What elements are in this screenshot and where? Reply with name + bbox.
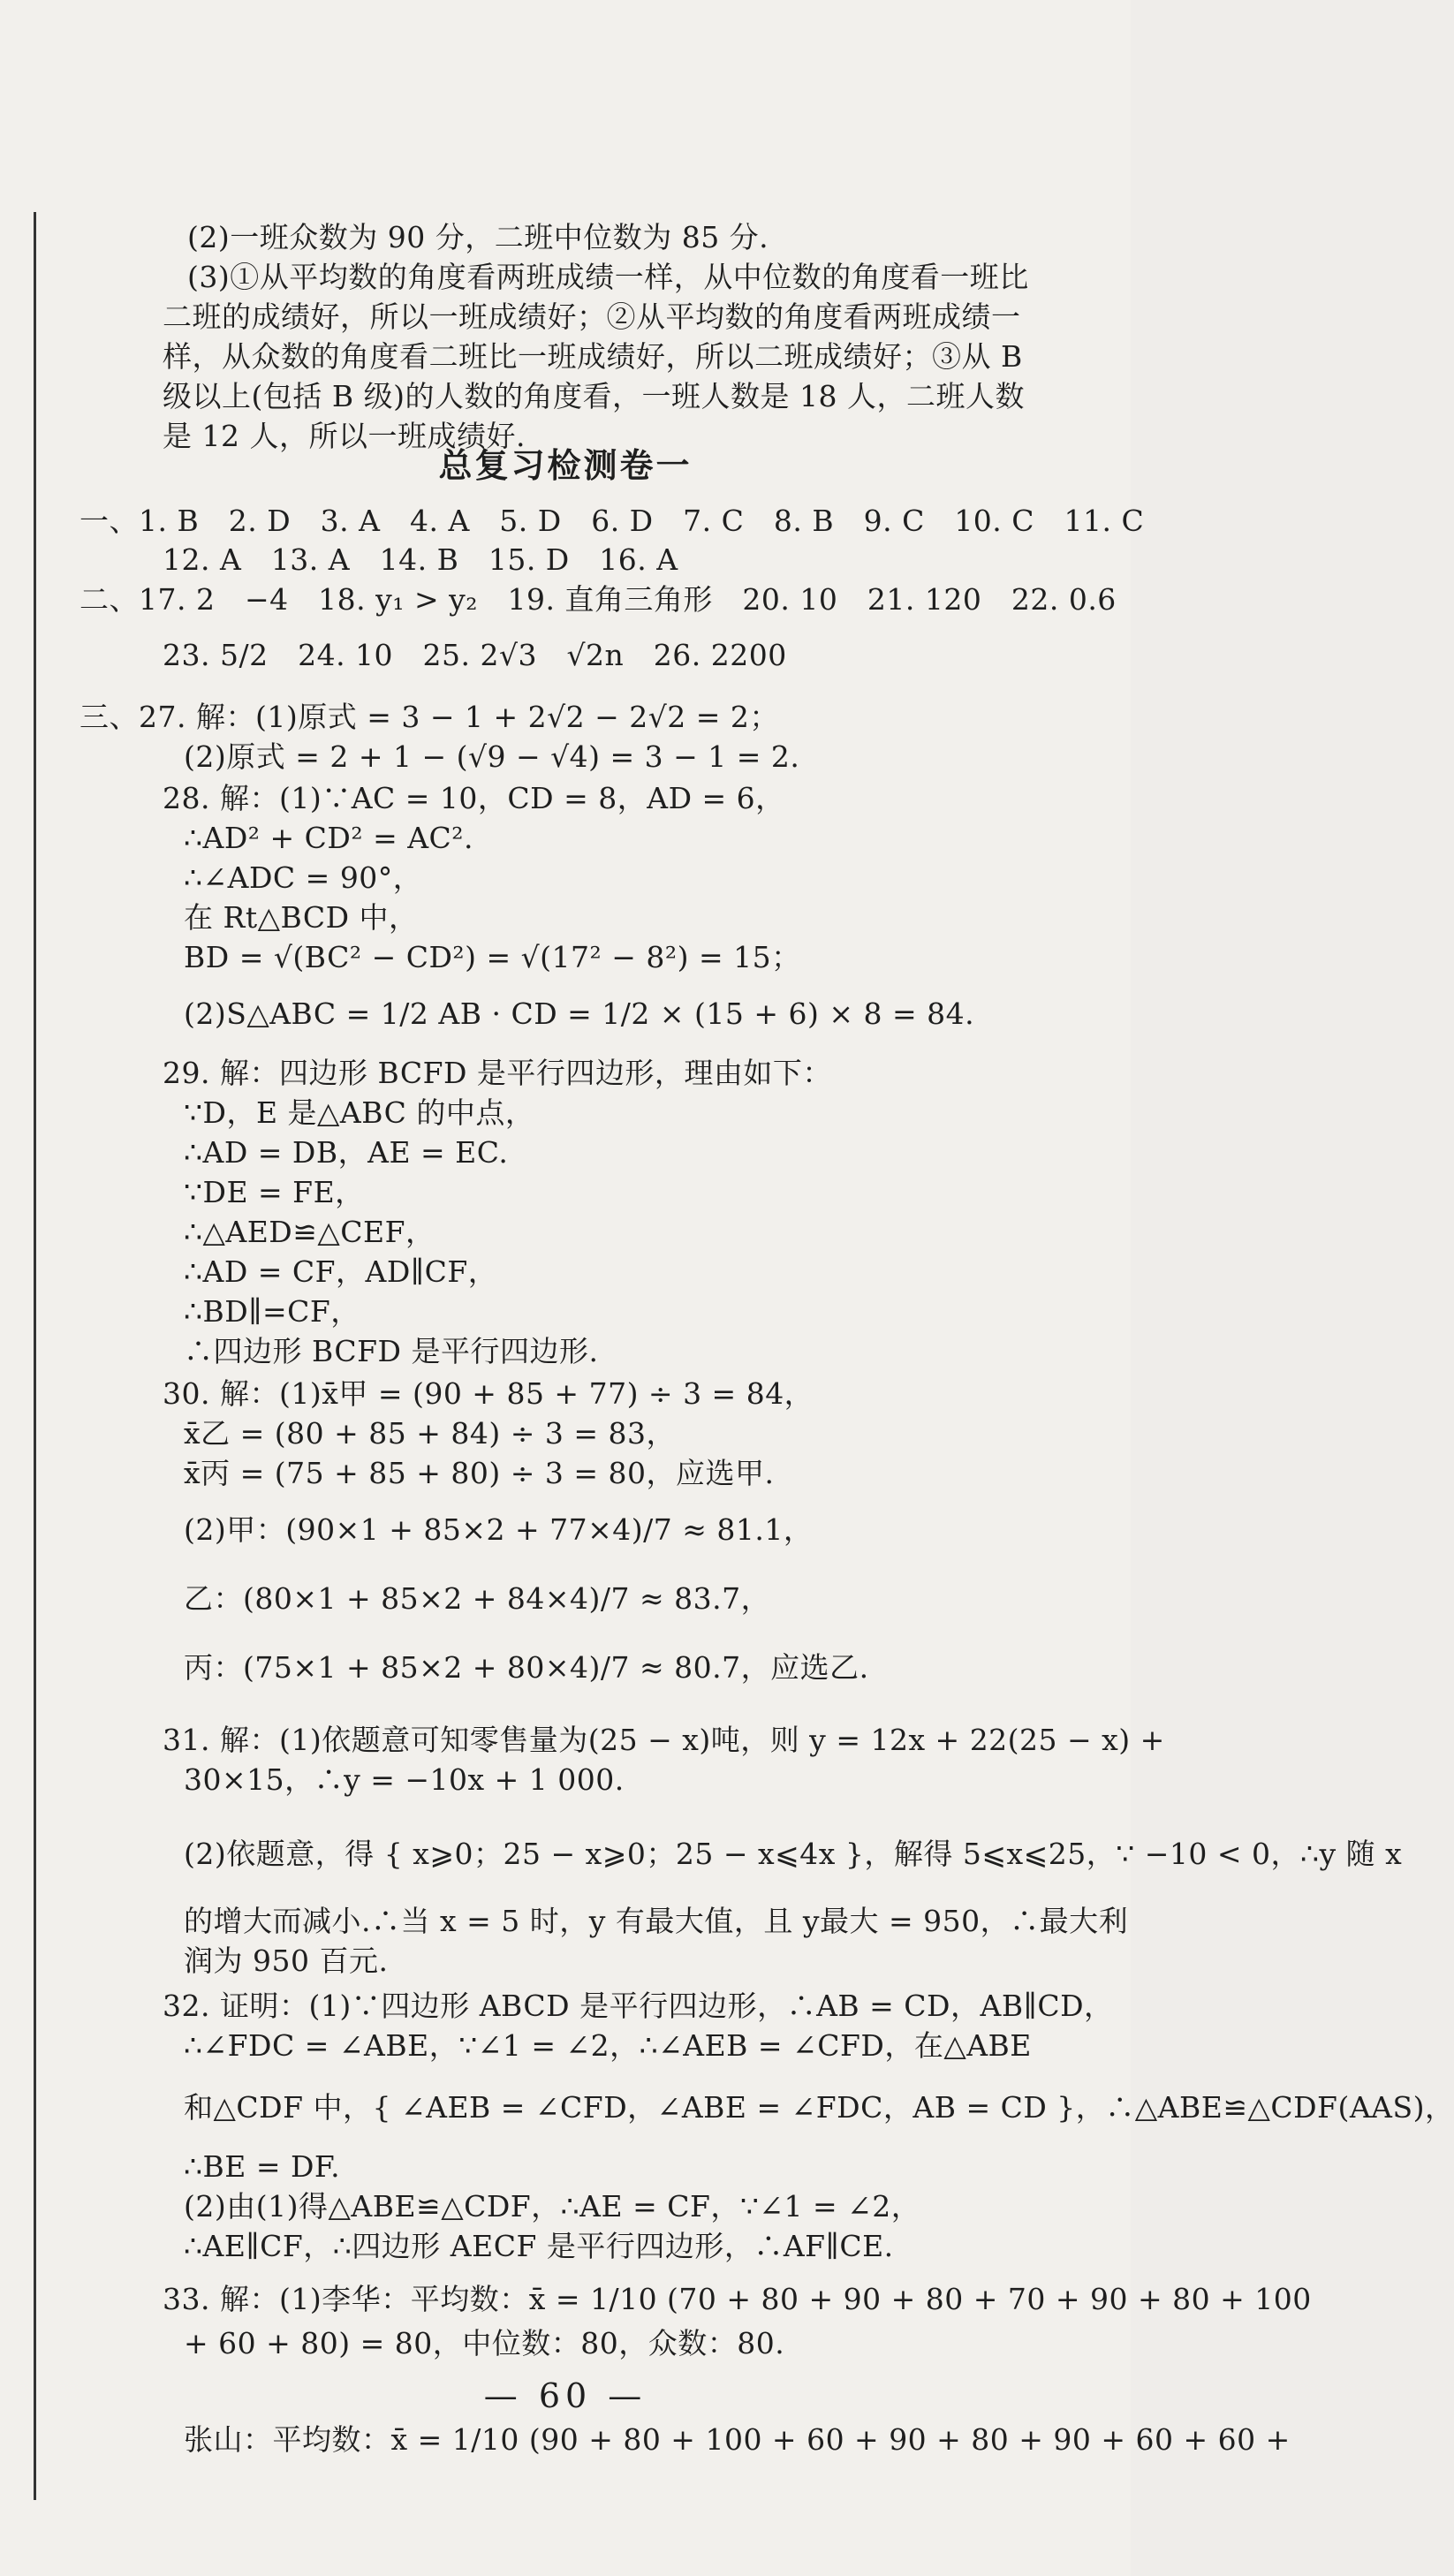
answer-line: 12. A 13. A 14. B 15. D 16. A <box>163 542 678 577</box>
answer-line: ∴AD² + CD² = AC². <box>184 821 474 855</box>
answer-line: ∴∠FDC = ∠ABE，∵∠1 = ∠2，∴∠AEB = ∠CFD，在△ABE <box>184 2028 1032 2063</box>
answer-line: 张山：平均数：x̄ = 1/10 (90 + 80 + 100 + 60 + 90 + 80 + 90 + 60 + 60 + <box>184 2422 1291 2457</box>
answer-line: 二、17. 2 −4 18. y₁ > y₂ 19. 直角三角形 20. 10 21. 120 22. 0.6 <box>80 582 1117 617</box>
answer-line: 三、27. 解：(1)原式 = 3 − 1 + 2√2 − 2√2 = 2； <box>80 700 779 734</box>
answer-line: (2)S△ABC = 1/2 AB · CD = 1/2 × (15 + 6) × 8 = 84. <box>184 996 975 1031</box>
answer-line: 33. 解：(1)李华：平均数：x̄ = 1/10 (70 + 80 + 90 + 80 + 70 + 90 + 80 + 100 <box>163 2282 1312 2316</box>
answer-line: 润为 950 百元. <box>184 1943 389 1978</box>
page-number: — 60 — <box>483 2376 647 2415</box>
answer-line: 在 Rt△BCD 中， <box>184 900 419 935</box>
answer-line: ∴BE = DF. <box>184 2149 341 2184</box>
answer-line: 丙：(75×1 + 85×2 + 80×4)/7 ≈ 80.7，应选乙. <box>184 1650 869 1685</box>
answer-line: ∴∠ADC = 90°， <box>184 860 423 895</box>
continuation-line: 样，从众数的角度看二班比一班成绩好，所以二班成绩好；③从 B <box>163 339 1023 374</box>
answer-line: 23. 5/2 24. 10 25. 2√3 √2n 26. 2200 <box>163 638 787 672</box>
answer-line: x̄丙 = (75 + 85 + 80) ÷ 3 = 80，应选甲. <box>184 1456 775 1490</box>
answer-line: 一、1. B 2. D 3. A 4. A 5. D 6. D 7. C 8. B 9. C 10. C 11. C <box>80 504 1145 538</box>
answer-line: 和△CDF 中，{ ∠AEB = ∠CFD，∠ABE = ∠FDC，AB = CD }，∴△ABE≌△CDF(AAS)， <box>184 2090 1454 2125</box>
continuation-line: 二班的成绩好，所以一班成绩好；②从平均数的角度看两班成绩一 <box>163 299 1021 334</box>
answer-line: 的增大而减小.∴当 x = 5 时，y 有最大值，且 y最大 = 950，∴最大利 <box>184 1904 1129 1938</box>
continuation-line: 是 12 人，所以一班成绩好. <box>163 419 526 453</box>
answer-line: ∴BD∥=CF， <box>184 1294 360 1329</box>
answer-line: 32. 证明：(1)∵四边形 ABCD 是平行四边形，∴AB = CD，AB∥CD， <box>163 1989 1114 2023</box>
section-title: 总复习检测卷一 <box>438 446 693 485</box>
answer-line: 29. 解：四边形 BCFD 是平行四边形，理由如下： <box>163 1056 832 1090</box>
answer-line: 28. 解：(1)∵AC = 10，CD = 8，AD = 6， <box>163 781 785 815</box>
answer-line: 乙：(80×1 + 85×2 + 84×4)/7 ≈ 83.7， <box>184 1581 771 1616</box>
answer-line: + 60 + 80) = 80，中位数：80，众数：80. <box>184 2326 785 2360</box>
answer-line: ∴AD = DB，AE = EC. <box>184 1135 509 1170</box>
continuation-line: 级以上(包括 B 级)的人数的角度看，一班人数是 18 人，二班人数 <box>163 379 1025 413</box>
answer-line: 30×15，∴y = −10x + 1 000. <box>184 1762 625 1797</box>
answer-line: ∴AE∥CF，∴四边形 AECF 是平行四边形，∴AF∥CE. <box>184 2229 894 2263</box>
continuation-line: (2)一班众数为 90 分，二班中位数为 85 分. <box>187 220 769 254</box>
answer-line: ∵D，E 是△ABC 的中点， <box>184 1095 535 1130</box>
continuation-line: (3)①从平均数的角度看两班成绩一样，从中位数的角度看一班比 <box>187 260 1029 294</box>
answer-line: ∴四边形 BCFD 是平行四边形. <box>184 1334 599 1368</box>
answer-line: ∴AD = CF，AD∥CF， <box>184 1254 498 1289</box>
left-margin-rule <box>34 212 36 2500</box>
answer-line: (2)原式 = 2 + 1 − (√9 − √4) = 3 − 1 = 2. <box>184 739 800 774</box>
answer-line: x̄乙 = (80 + 85 + 84) ÷ 3 = 83， <box>184 1416 676 1451</box>
answer-line: ∴△AED≌△CEF， <box>184 1215 435 1249</box>
answer-line: (2)由(1)得△ABE≌△CDF，∴AE = CF，∵∠1 = ∠2， <box>184 2189 921 2224</box>
answer-line: 30. 解：(1)x̄甲 = (90 + 85 + 77) ÷ 3 = 84， <box>163 1376 814 1411</box>
answer-line: 31. 解：(1)依题意可知零售量为(25 − x)吨，则 y = 12x + 22(25 − x) + <box>163 1723 1165 1757</box>
answer-line: (2)甲：(90×1 + 85×2 + 77×4)/7 ≈ 81.1， <box>184 1512 814 1547</box>
answer-line: (2)依题意，得 { x⩾0；25 − x⩾0；25 − x⩽4x }，解得 5⩽x⩽25，∵ −10 < 0，∴y 随 x <box>184 1837 1403 1871</box>
answer-line: BD = √(BC² − CD²) = √(17² − 8²) = 15； <box>184 940 801 974</box>
answer-line: ∵DE = FE， <box>184 1175 365 1209</box>
